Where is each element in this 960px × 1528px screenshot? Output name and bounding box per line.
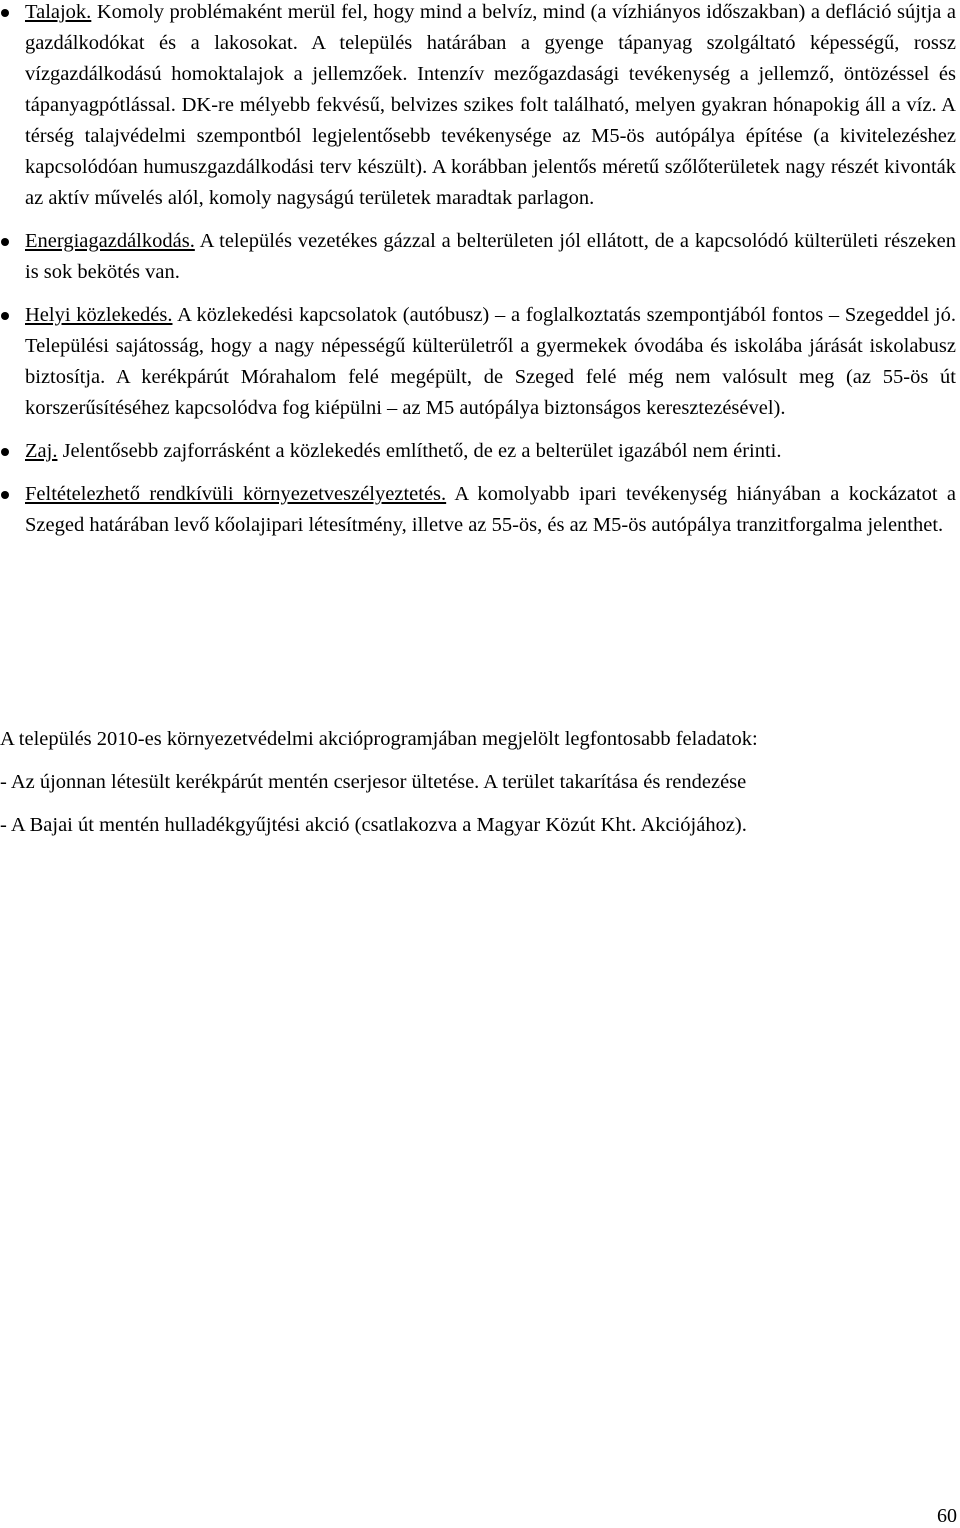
bullet-dot-icon bbox=[1, 9, 9, 17]
bullet-item-kornyezetveszelyeztetes bbox=[0, 479, 956, 541]
bullet-item-zaj bbox=[0, 436, 956, 467]
bullet-heading: Talajok. bbox=[25, 1, 92, 23]
bullet-text: Jelentősebb zajforrásként a közlekedés említhető, de ez a belterület igazából nem érinti. bbox=[57, 440, 782, 462]
page-number: 60 bbox=[937, 1505, 957, 1527]
bullet-dot-icon bbox=[1, 448, 9, 456]
action-program-intro: A település 2010-es környezetvédelmi akcióprogramjában megjelölt legfontosabb feladatok: bbox=[0, 728, 758, 750]
bullet-list bbox=[0, 0, 956, 553]
action-program-task: - A Bajai út mentén hulladékgyűjtési akció (csatlakozva a Magyar Közút Kht. Akciójához). bbox=[0, 814, 747, 836]
bullet-text: A közlekedési kapcsolatok (autóbusz) – a foglalkoztatás szempontjából fontos – Szegeddel jó. Települési sajátosság, hogy a nagy népességű külterületről a gyermekek óvodába és iskolába járását iskolabusz biztosítja. A kerékpárút Mórahalom felé megépült, de Szeged felé még nem valósult meg (az 55-ös út korszerűsítéséhez kapcsolódva fog kiépülni – az M5 autópálya biztonságos keresztezésével). bbox=[25, 304, 956, 419]
bullet-text: A település vezetékes gázzal a belterületen jól ellátott, de a kapcsolódó külterületi részeken is sok bekötés van. bbox=[25, 230, 956, 283]
bullet-heading: Zaj. bbox=[25, 440, 58, 462]
action-program-task: - Az újonnan létesült kerékpárút mentén cserjesor ültetése. A terület takarítása és rendezése bbox=[0, 771, 747, 793]
bullet-dot-icon bbox=[1, 238, 9, 246]
bullet-item-talajok bbox=[0, 0, 956, 214]
bullet-item-energiagazdalkodas bbox=[0, 226, 956, 288]
bullet-text: Komoly problémaként merül fel, hogy mind a belvíz, mind (a vízhiányos időszakban) a defláció sújtja a gazdálkodókat és a lakosokat. A település határában a gyenge tápanyag szolgáltató képességű, rossz vízgazdálkodású homoktalajok a jellemzőek. Intenzív mezőgazdasági tevékenység a jellemző, öntözéssel és tápanyagpótlással. DK-re mélyebb fekvésű, belvizes szikes folt található, melyen gyakran hónapokig áll a víz. A térség talajvédelmi szempontból legjelentősebb tevékenysége az M5-ös autópálya építése (a kivitelezéshez kapcsolódóan humuszgazdálkodási terv készült). A korábban jelentős méretű szőlőterületek nagy részét kivonták az aktív művelés alól, komoly nagyságú területek maradtak parlagon. bbox=[25, 1, 956, 209]
bullet-dot-icon bbox=[1, 312, 9, 320]
bullet-item-helyi-kozlekedes bbox=[0, 300, 956, 424]
bullet-heading: Helyi közlekedés. bbox=[25, 304, 173, 326]
bullet-heading: Energiagazdálkodás. bbox=[25, 230, 195, 252]
bullet-heading: Feltételezhető rendkívüli környezetveszélyeztetés. bbox=[25, 483, 447, 505]
bullet-text: A komolyabb ipari tevékenység hiányában a kockázatot a Szeged határában levő kőolajipari létesítmény, illetve az 55-ös, és az M5-ös autópálya tranzitforgalma jelenthet. bbox=[25, 483, 956, 536]
bullet-dot-icon bbox=[1, 491, 9, 499]
